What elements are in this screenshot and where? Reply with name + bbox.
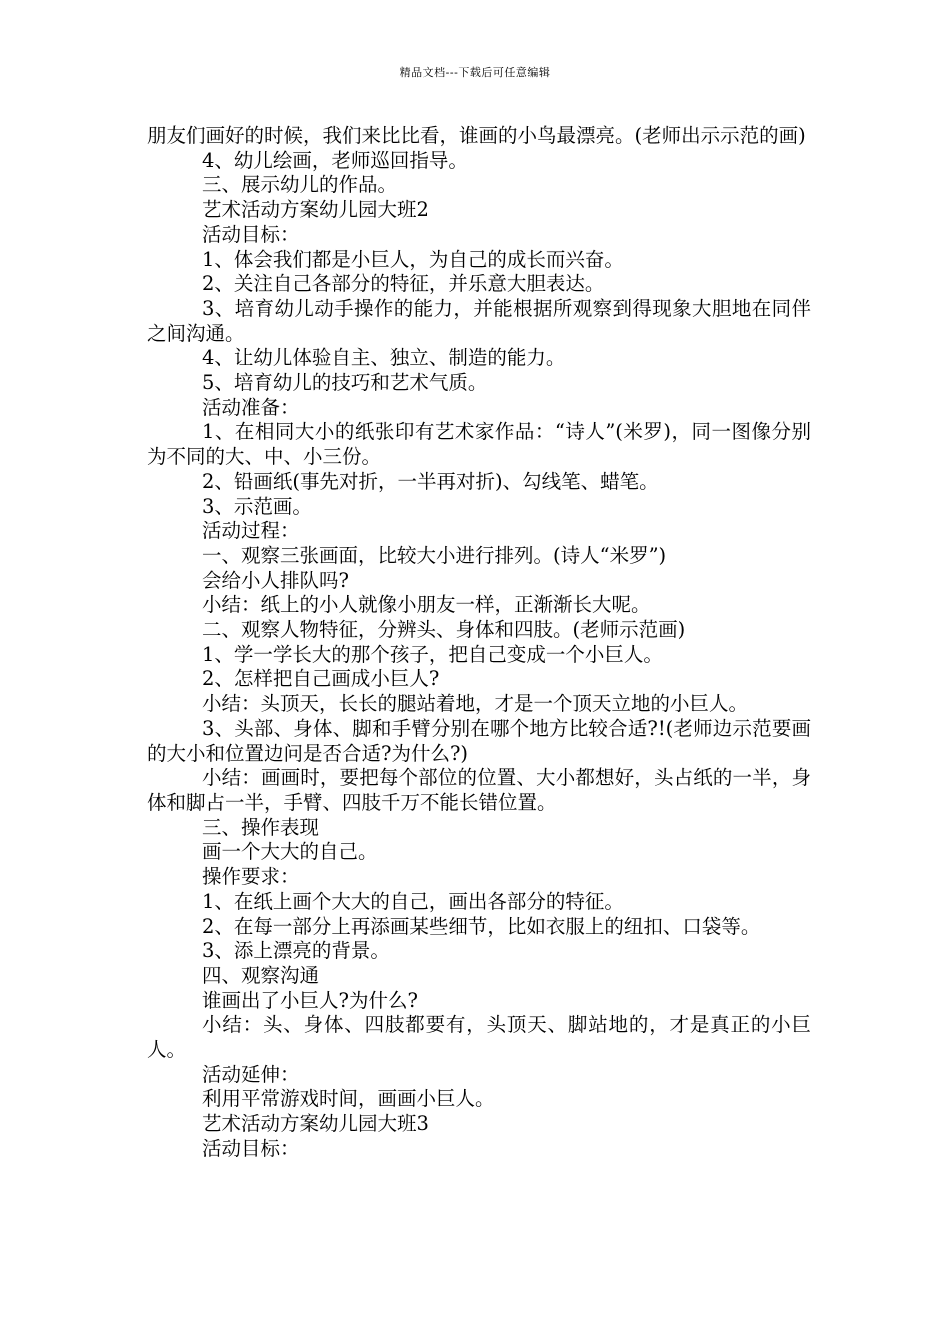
paragraph: 艺术活动方案幼儿园大班2 <box>202 198 429 222</box>
paragraph: 5、培育幼儿的技巧和艺术气质。 <box>202 371 488 395</box>
paragraph: 小结：画画时，要把每个部位的位置、大小都想好，头占纸的一半，身体和脚占一半，手臂、四肢千万不能长错位置。 <box>147 766 811 814</box>
paragraph: 画一个大大的自己。 <box>202 840 378 864</box>
paragraph: 活动延伸： <box>202 1062 300 1086</box>
paragraph: 活动过程： <box>202 519 300 543</box>
paragraph: 四、观察沟通 <box>202 963 320 987</box>
paragraph: 活动准备： <box>202 395 300 419</box>
paragraph: 3、示范画。 <box>202 494 312 518</box>
page-header: 精品文档---下载后可任意编辑 <box>399 66 551 79</box>
paragraph: 活动目标： <box>202 1136 300 1160</box>
paragraph: 艺术活动方案幼儿园大班3 <box>202 1112 429 1136</box>
document-body <box>147 124 811 1162</box>
paragraph: 利用平常游戏时间，画画小巨人。 <box>202 1087 495 1111</box>
paragraph: 2、在每一部分上再添画某些细节，比如衣服上的纽扣、口袋等。 <box>202 914 761 938</box>
paragraph: 1、学一学长大的那个孩子，把自己变成一个小巨人。 <box>202 642 663 666</box>
paragraph: 1、在纸上画个大大的自己，画出各部分的特征。 <box>202 889 624 913</box>
paragraph: 1、体会我们都是小巨人，为自己的成长而兴奋。 <box>202 247 624 271</box>
paragraph: 小结：纸上的小人就像小朋友一样，正渐渐长大呢。 <box>202 593 651 617</box>
paragraph: 2、关注自己各部分的特征，并乐意大胆表达。 <box>202 272 605 296</box>
paragraph: 三、展示幼儿的作品。 <box>202 173 398 197</box>
paragraph: 谁画出了小巨人?为什么? <box>202 988 418 1012</box>
paragraph: 3、添上漂亮的背景。 <box>202 939 390 963</box>
paragraph: 三、操作表现 <box>202 815 320 839</box>
paragraph: 3、培育幼儿动手操作的能力，并能根据所观察到得现象大胆地在同伴之间沟通。 <box>147 296 811 345</box>
paragraph: 活动目标： <box>202 222 300 246</box>
paragraph: 1、在相同大小的纸张印有艺术家作品：“诗人”(米罗)，同一图像分别为不同的大、中、小三份。 <box>147 420 811 469</box>
paragraph: 3、头部、身体、脚和手臂分别在哪个地方比较合适?!(老师边示范要画的大小和位置边问是否合适?为什么?) <box>147 716 811 765</box>
paragraph: 小结：头、身体、四肢都要有，头顶天、脚站地的，才是真正的小巨人。 <box>147 1013 811 1062</box>
paragraph: 2、怎样把自己画成小巨人? <box>202 667 440 691</box>
paragraph: 4、幼儿绘画，老师巡回指导。 <box>202 148 468 172</box>
paragraph: 二、观察人物特征，分辨头、身体和四肢。(老师示范画) <box>202 618 686 642</box>
paragraph: 会给小人排队吗? <box>202 568 349 592</box>
paragraph: 4、让幼儿体验自主、独立、制造的能力。 <box>202 346 566 370</box>
paragraph: 小结：头顶天，长长的腿站着地，才是一个顶天立地的小巨人。 <box>202 692 749 716</box>
paragraph: 2、铅画纸(事先对折，一半再对折)、勾线笔、蜡笔。 <box>202 469 659 493</box>
paragraph: 操作要求： <box>202 865 300 889</box>
paragraph: 朋友们画好的时候，我们来比比看，谁画的小鸟最漂亮。(老师出示示范的画) <box>147 124 806 147</box>
paragraph: 一、观察三张画面，比较大小进行排列。(诗人“米罗”) <box>202 543 667 567</box>
